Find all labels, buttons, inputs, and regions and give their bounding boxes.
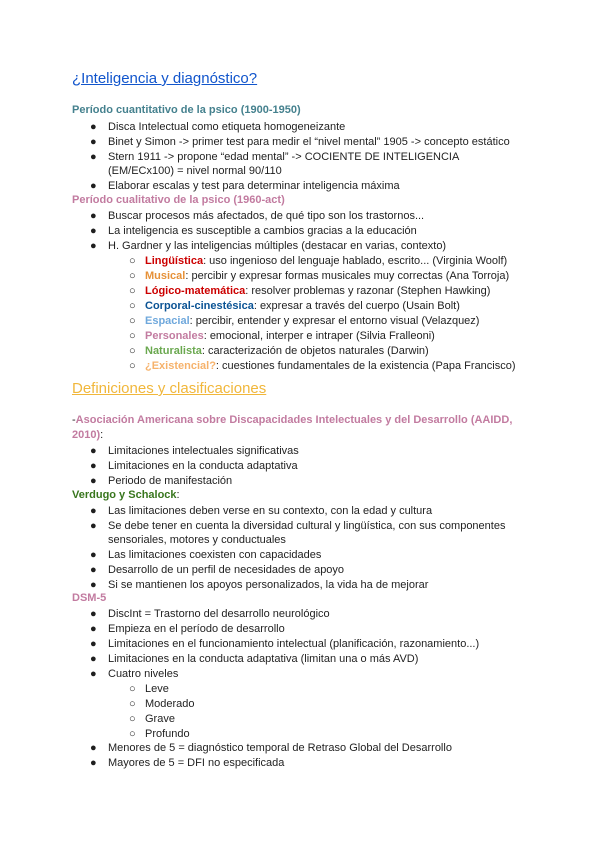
nivel-item: Leve xyxy=(145,683,169,695)
inteligencia-item xyxy=(145,359,516,374)
colon: : xyxy=(100,429,104,441)
circle-bullet: ○ xyxy=(129,285,136,297)
inteligencia-desc: : percibir, entender y expresar el entorno visual (Velazquez) xyxy=(189,315,480,327)
nivel-item: Grave xyxy=(145,713,175,725)
inteligencia-name: Lógico-matemática xyxy=(145,285,246,297)
list-item: Disca Intelectual como etiqueta homogeneizante xyxy=(108,121,346,133)
inteligencia-name: ¿Existencial? xyxy=(145,360,216,372)
list-item: Periodo de manifestación xyxy=(108,475,233,487)
circle-bullet: ○ xyxy=(129,683,136,695)
inteligencia-name: Lingüística xyxy=(145,255,204,267)
circle-bullet: ○ xyxy=(129,728,136,740)
bullet-dot: ● xyxy=(90,608,97,620)
list-item: Si se mantienen los apoyos personalizados, la vida ha de mejorar xyxy=(108,579,429,591)
list-item: Las limitaciones coexisten con capacidades xyxy=(108,549,322,561)
bullet-dot: ● xyxy=(90,460,97,472)
list-item: Limitaciones en la conducta adaptativa (limitan una o más AVD) xyxy=(108,653,419,665)
heading-cualitativo: Período cualitativo de la psico (1960-act) xyxy=(72,194,285,206)
aaidd-title: Asociación Americana sobre Discapacidades Intelectuales y del Desarrollo (AAIDD, xyxy=(75,414,513,426)
inteligencia-name: Personales xyxy=(145,330,204,342)
inteligencia-name: Corporal-cinestésica xyxy=(145,300,254,312)
inteligencia-item xyxy=(145,254,507,269)
bullet-dot: ● xyxy=(90,638,97,650)
list-item: La inteligencia es susceptible a cambios gracias a la educación xyxy=(108,225,417,237)
inteligencia-desc: : cuestiones fundamentales de la existencia (Papa Francisco) xyxy=(215,360,516,372)
list-item-continuation: (EM/ECx100) = nivel normal 90/110 xyxy=(108,165,282,177)
heading-aaidd xyxy=(72,413,512,428)
bullet-dot: ● xyxy=(90,579,97,591)
heading-dsm5: DSM-5 xyxy=(72,592,107,604)
circle-bullet: ○ xyxy=(129,330,136,342)
list-item-continuation: sensoriales, motores y conductuales xyxy=(108,534,286,546)
circle-bullet: ○ xyxy=(129,360,136,372)
heading-cuantitativo: Período cuantitativo de la psico (1900-1950) xyxy=(72,104,301,116)
bullet-dot: ● xyxy=(90,623,97,635)
bullet-dot: ● xyxy=(90,668,97,680)
inteligencia-name: Musical xyxy=(145,270,186,282)
inteligencia-desc: : percibir y expresar formas musicales muy correctas (Ana Torroja) xyxy=(185,270,510,282)
list-item: Elaborar escalas y test para determinar inteligencia máxima xyxy=(108,180,400,192)
list-item: H. Gardner y las inteligencias múltiples (destacar en varias, contexto) xyxy=(108,240,447,252)
bullet-dot: ● xyxy=(90,121,97,133)
bullet-dot: ● xyxy=(90,180,97,192)
list-item: DiscInt = Trastorno del desarrollo neurológico xyxy=(108,608,330,620)
list-item: Limitaciones intelectuales significativas xyxy=(108,445,299,457)
inteligencia-name: Espacial xyxy=(145,315,190,327)
colon: : xyxy=(176,489,180,501)
section-title-definiciones: Definiciones y clasificaciones xyxy=(72,380,267,397)
list-item: Desarrollo de un perfil de necesidades de apoyo xyxy=(108,564,345,576)
circle-bullet: ○ xyxy=(129,255,136,267)
list-item: Se debe tener en cuenta la diversidad cultural y lingüística, con sus componentes xyxy=(108,520,506,532)
heading-verdugo xyxy=(72,488,180,503)
inteligencia-item xyxy=(145,269,509,284)
circle-bullet: ○ xyxy=(129,315,136,327)
bullet-dot: ● xyxy=(90,505,97,517)
list-item: Limitaciones en el funcionamiento intelectual (planificación, razonamiento...) xyxy=(108,638,480,650)
inteligencia-desc: : expresar a través del cuerpo (Usain Bolt) xyxy=(253,300,460,312)
nivel-item: Profundo xyxy=(145,728,190,740)
bullet-dot: ● xyxy=(90,225,97,237)
bullet-dot: ● xyxy=(90,136,97,148)
list-item: Las limitaciones deben verse en su contexto, con la edad y cultura xyxy=(108,505,433,517)
heading-aaidd-cont xyxy=(72,428,103,443)
list-item: Buscar procesos más afectados, de qué tipo son los trastornos... xyxy=(108,210,425,222)
inteligencia-item xyxy=(145,284,490,299)
bullet-dot: ● xyxy=(90,475,97,487)
circle-bullet: ○ xyxy=(129,698,136,710)
bullet-dot: ● xyxy=(90,549,97,561)
aaidd-year: 2010) xyxy=(72,429,101,441)
list-item: Menores de 5 = diagnóstico temporal de Retraso Global del Desarrollo xyxy=(108,742,452,754)
bullet-dot: ● xyxy=(90,151,97,163)
inteligencia-desc: : emocional, interper e intraper (Silvia Fralleoni) xyxy=(203,330,435,342)
inteligencia-item xyxy=(145,299,460,314)
inteligencia-name: Naturalista xyxy=(145,345,202,357)
inteligencia-desc: : caracterización de objetos naturales (Darwin) xyxy=(201,345,429,357)
inteligencia-item xyxy=(145,329,435,344)
inteligencia-desc: : uso ingenioso del lenguaje hablado, escrito... (Virginia Woolf) xyxy=(203,255,508,267)
circle-bullet: ○ xyxy=(129,345,136,357)
bullet-dot: ● xyxy=(90,653,97,665)
inteligencia-item xyxy=(145,314,479,329)
dash: - xyxy=(72,414,76,426)
circle-bullet: ○ xyxy=(129,270,136,282)
list-item: Stern 1911 -> propone “edad mental” -> COCIENTE DE INTELIGENCIA xyxy=(108,151,460,163)
inteligencia-desc: : resolver problemas y razonar (Stephen Hawking) xyxy=(245,285,491,297)
bullet-dot: ● xyxy=(90,564,97,576)
list-item: Mayores de 5 = DFI no especificada xyxy=(108,757,285,769)
section-title-inteligencia: ¿Inteligencia y diagnóstico? xyxy=(72,70,258,87)
bullet-dot: ● xyxy=(90,240,97,252)
circle-bullet: ○ xyxy=(129,300,136,312)
verdugo-title: Verdugo y Schalock xyxy=(72,489,177,501)
list-item: Binet y Simon -> primer test para medir el “nivel mental” 1905 -> concepto estático xyxy=(108,136,510,148)
nivel-item: Moderado xyxy=(145,698,195,710)
bullet-dot: ● xyxy=(90,445,97,457)
bullet-dot: ● xyxy=(90,210,97,222)
list-item: Empieza en el período de desarrollo xyxy=(108,623,285,635)
bullet-dot: ● xyxy=(90,757,97,769)
bullet-dot: ● xyxy=(90,742,97,754)
inteligencia-item xyxy=(145,344,429,359)
circle-bullet: ○ xyxy=(129,713,136,725)
list-item: Cuatro niveles xyxy=(108,668,179,680)
bullet-dot: ● xyxy=(90,520,97,532)
list-item: Limitaciones en la conducta adaptativa xyxy=(108,460,298,472)
